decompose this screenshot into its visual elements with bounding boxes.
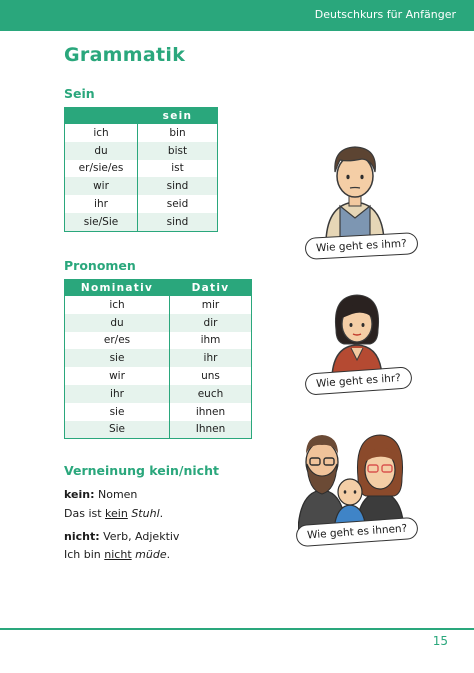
table-cell: ist [171, 162, 184, 175]
example-text: Das ist [64, 507, 106, 520]
table-header-cell: Nominativ [65, 280, 170, 297]
table-cell: ihm [200, 334, 221, 347]
table-row [65, 160, 218, 178]
table-cell: ihnen [195, 405, 226, 418]
table-row [65, 195, 218, 213]
table-cell: Sie [65, 421, 170, 439]
table-cell: sind [138, 213, 218, 231]
example-text: Ich bin [64, 548, 105, 561]
table-cell: euch [170, 385, 252, 403]
table-cell: mir [201, 298, 220, 311]
table-cell: wir [65, 177, 138, 195]
footer-divider [0, 628, 474, 630]
nicht-rule [64, 530, 179, 543]
table-cell: bin [169, 126, 186, 139]
table-row [65, 314, 252, 332]
table-cell: uns [201, 370, 220, 383]
speech-bubble-woman: Wie geht es ihr? [304, 366, 412, 395]
page-title: Grammatik [64, 44, 186, 66]
example-period: . [166, 548, 171, 561]
kein-rule [64, 488, 137, 501]
sein-heading: Sein [64, 86, 95, 101]
table-row [65, 367, 252, 385]
page-number: 15 [432, 634, 448, 648]
table-header-cell: Dativ [170, 280, 252, 297]
speech-bubble-family: Wie geht es ihnen? [295, 517, 419, 547]
table-row [65, 421, 252, 439]
table-cell: sind [138, 177, 218, 195]
pronomen-table [64, 279, 252, 439]
table-cell: du [65, 314, 170, 332]
family-illustration [298, 432, 408, 530]
example-period: . [159, 507, 164, 520]
sein-table [64, 107, 218, 232]
table-row [65, 332, 252, 350]
table-cell: dir [170, 314, 252, 332]
table-row [65, 403, 252, 421]
kein-word: kein [105, 507, 128, 520]
example-noun: Stuhl [131, 507, 160, 520]
table-row [65, 296, 252, 314]
table-cell: er/sie/es [65, 160, 138, 178]
table-cell: er/es [65, 332, 170, 350]
table-cell: Ihnen [170, 421, 252, 439]
header-bar [0, 0, 474, 31]
table-cell: ihr [170, 349, 252, 367]
table-header-cell: sein [138, 108, 218, 125]
example-adjective: müde [135, 548, 167, 561]
table-cell: sie/Sie [65, 213, 138, 231]
table-row [65, 124, 218, 142]
table-row [65, 385, 252, 403]
nicht-example [64, 548, 170, 561]
table-cell: sie [65, 403, 170, 421]
table-cell: bist [138, 142, 218, 160]
table-cell: ich [65, 124, 138, 142]
table-cell: wir [65, 367, 170, 385]
nicht-word: nicht [104, 548, 132, 561]
table-header-row [65, 108, 218, 125]
table-header-row [65, 280, 252, 297]
table-row [65, 177, 218, 195]
kein-label: kein: [64, 488, 95, 501]
kein-desc: Nomen [94, 488, 138, 501]
table-row [65, 213, 218, 231]
nicht-label: nicht: [64, 530, 100, 543]
table-header-cell [65, 108, 138, 125]
woman-illustration [324, 290, 390, 376]
speech-bubble-man: Wie geht es ihm? [305, 232, 419, 260]
table-cell: ihr [65, 195, 138, 213]
table-cell: ich [65, 296, 170, 314]
table-row [65, 142, 218, 160]
kein-example [64, 507, 163, 520]
table-cell: seid [166, 198, 189, 211]
course-title: Deutschkurs für Anfänger [314, 8, 456, 21]
man-illustration [318, 140, 392, 240]
table-row [65, 349, 252, 367]
negation-heading: Verneinung kein/nicht [64, 463, 219, 478]
table-cell: sie [65, 349, 170, 367]
pronomen-heading: Pronomen [64, 258, 136, 273]
nicht-desc: Verb, Adjektiv [99, 530, 180, 543]
table-cell: ihr [65, 385, 170, 403]
table-cell: du [65, 142, 138, 160]
